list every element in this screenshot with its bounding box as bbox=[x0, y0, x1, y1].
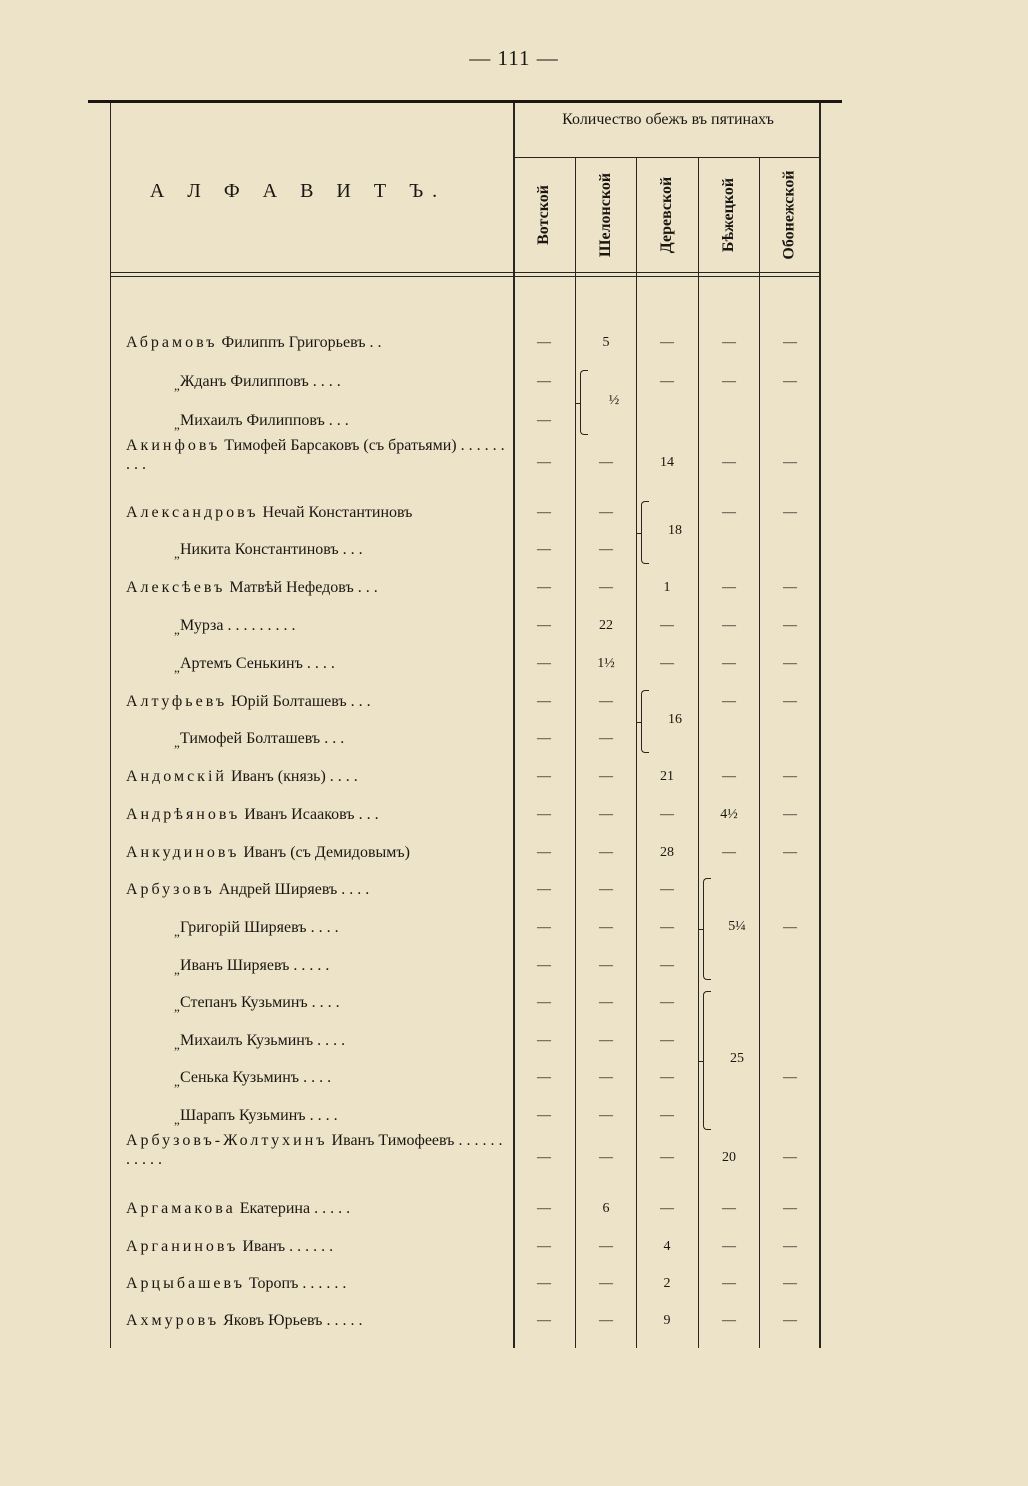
value-cell: — bbox=[783, 455, 797, 470]
value-cell: 28 bbox=[660, 845, 674, 860]
surname-spaced: Алексѣевъ bbox=[126, 579, 226, 596]
value-cell: — bbox=[537, 1313, 551, 1328]
surname-spaced: Арцыбашевъ bbox=[126, 1275, 245, 1292]
surname-spaced: Андрѣяновъ bbox=[126, 806, 241, 823]
value-cell: — bbox=[660, 1108, 674, 1123]
value-cell: 4 bbox=[663, 1239, 671, 1254]
entry-name bbox=[126, 692, 510, 711]
header-rule-2 bbox=[110, 276, 819, 277]
value-cell: 22 bbox=[599, 618, 613, 633]
value-cell: — bbox=[599, 958, 613, 973]
ditto-mark: „ bbox=[174, 962, 180, 977]
column-header-obonezhskoy: Обонежской bbox=[781, 170, 799, 260]
value-cell: — bbox=[722, 374, 736, 389]
value-cell: — bbox=[599, 694, 613, 709]
value-cell: — bbox=[722, 455, 736, 470]
value-cell: — bbox=[599, 920, 613, 935]
entry-name bbox=[126, 767, 510, 786]
value-cell: — bbox=[537, 882, 551, 897]
value-cell: — bbox=[783, 580, 797, 595]
value-cell: — bbox=[660, 656, 674, 671]
value-cell: — bbox=[660, 618, 674, 633]
value-cell: — bbox=[722, 335, 736, 350]
value-cell: — bbox=[783, 920, 797, 935]
entry-name bbox=[126, 1274, 510, 1293]
value-cell: — bbox=[722, 580, 736, 595]
value-cell: 2 bbox=[663, 1276, 671, 1291]
name-rest: Андрей Ширяевъ . . . . bbox=[214, 881, 370, 898]
value-cell: — bbox=[783, 1313, 797, 1328]
name-rest: Михаилъ Кузьминъ . . . . bbox=[180, 1032, 346, 1049]
ditto-mark: „ bbox=[174, 660, 180, 675]
entry-name bbox=[126, 843, 510, 862]
entry-name bbox=[126, 333, 510, 352]
value-cell: 14 bbox=[660, 455, 674, 470]
value-cell: — bbox=[537, 656, 551, 671]
value-cell: — bbox=[537, 455, 551, 470]
alphabet-table bbox=[88, 100, 842, 1348]
value-cell: — bbox=[599, 995, 613, 1010]
value-cell: — bbox=[537, 335, 551, 350]
value-cell: — bbox=[783, 1201, 797, 1216]
value-cell: — bbox=[537, 542, 551, 557]
name-rest: Торопъ . . . . . . bbox=[244, 1275, 347, 1292]
value-cell: 4½ bbox=[720, 807, 738, 822]
name-rest: Михаилъ Филипповъ . . . bbox=[180, 412, 349, 429]
value-cell: — bbox=[537, 580, 551, 595]
entry-name bbox=[126, 1311, 510, 1330]
value-cell: — bbox=[599, 1150, 613, 1165]
name-rest: Матвѣй Нефедовъ . . . bbox=[225, 579, 378, 596]
name-rest: Иванъ Ширяевъ . . . . . bbox=[180, 957, 330, 974]
value-cell: — bbox=[783, 845, 797, 860]
surname-spaced: Арганиновъ bbox=[126, 1238, 239, 1255]
value-cell: — bbox=[660, 1033, 674, 1048]
entry-name bbox=[180, 729, 510, 748]
value-cell: — bbox=[722, 618, 736, 633]
value-cell: — bbox=[537, 1108, 551, 1123]
value-cell: — bbox=[599, 505, 613, 520]
column-header-bezhetskoy: Бѣжецкой bbox=[720, 177, 737, 253]
entry-name bbox=[126, 503, 510, 522]
value-cell: — bbox=[783, 807, 797, 822]
value-cell: — bbox=[599, 1276, 613, 1291]
surname-spaced: Арбузовъ bbox=[126, 881, 215, 898]
column-header-votskoy: Вотской bbox=[535, 185, 552, 245]
value-cell: — bbox=[537, 807, 551, 822]
value-cell: 5 bbox=[602, 335, 610, 350]
surname-spaced: Алтуфьевъ bbox=[126, 693, 228, 710]
value-cell: — bbox=[783, 335, 797, 350]
value-cell: — bbox=[783, 618, 797, 633]
value-cell: 9 bbox=[663, 1313, 671, 1328]
value-cell: — bbox=[783, 1239, 797, 1254]
ditto-mark: „ bbox=[174, 1112, 180, 1127]
entry-name bbox=[126, 1237, 510, 1256]
value-cell: — bbox=[537, 769, 551, 784]
value-cell: — bbox=[660, 335, 674, 350]
entry-name bbox=[180, 654, 510, 673]
ditto-mark: „ bbox=[174, 735, 180, 750]
group-value: 18 bbox=[668, 522, 682, 538]
name-rest: Нечай Константиновъ bbox=[258, 504, 413, 521]
entry-name bbox=[126, 436, 510, 474]
value-cell: — bbox=[537, 1201, 551, 1216]
name-rest: Шарапъ Кузьминъ . . . . bbox=[180, 1107, 338, 1124]
entry-name bbox=[126, 1131, 510, 1169]
name-rest: Екатерина . . . . . bbox=[235, 1200, 351, 1217]
column-header-derevskoy: Деревской bbox=[658, 176, 675, 254]
entry-name bbox=[180, 918, 510, 937]
column-header-shelonskoy: Шелонской bbox=[597, 172, 615, 258]
surname-spaced: Абрамовъ bbox=[126, 334, 218, 351]
value-cell: — bbox=[537, 1070, 551, 1085]
value-cell: — bbox=[537, 1239, 551, 1254]
value-cell: — bbox=[599, 807, 613, 822]
entry-name bbox=[180, 411, 510, 430]
entry-name bbox=[126, 880, 510, 899]
entry-name bbox=[180, 372, 510, 391]
left-border bbox=[110, 103, 111, 1348]
name-rest: Жданъ Филипповъ . . . . bbox=[180, 373, 341, 390]
value-cell: — bbox=[660, 995, 674, 1010]
name-rest: Иванъ (князь) . . . . bbox=[226, 768, 358, 785]
entry-name bbox=[180, 1106, 510, 1125]
value-cell: 1½ bbox=[597, 656, 615, 671]
name-rest: Степанъ Кузьминъ . . . . bbox=[180, 994, 340, 1011]
value-cell: — bbox=[537, 374, 551, 389]
ditto-mark: „ bbox=[174, 924, 180, 939]
ditto-mark: „ bbox=[174, 1074, 180, 1089]
entry-name bbox=[180, 1068, 510, 1087]
value-cell: — bbox=[537, 958, 551, 973]
value-cell: — bbox=[660, 920, 674, 935]
value-cell: — bbox=[722, 1276, 736, 1291]
entry-name bbox=[180, 540, 510, 559]
value-cell: — bbox=[783, 656, 797, 671]
value-cell: — bbox=[660, 958, 674, 973]
name-rest: Артемъ Сенькинъ . . . . bbox=[180, 655, 335, 672]
name-rest: Никита Константиновъ . . . bbox=[180, 541, 363, 558]
name-rest: Сенька Кузьминъ . . . . bbox=[180, 1069, 332, 1086]
name-rest: Яковъ Юрьевъ . . . . . bbox=[219, 1312, 363, 1329]
value-cell: — bbox=[722, 694, 736, 709]
value-cell: — bbox=[660, 1150, 674, 1165]
value-cell: 6 bbox=[602, 1201, 610, 1216]
entry-name bbox=[180, 616, 510, 635]
surname-spaced: Александровъ bbox=[126, 504, 259, 521]
value-cell: — bbox=[722, 769, 736, 784]
value-cell: — bbox=[599, 1108, 613, 1123]
value-cell: — bbox=[783, 1070, 797, 1085]
value-cell: — bbox=[537, 1150, 551, 1165]
surname-spaced: Анкудиновъ bbox=[126, 844, 240, 861]
value-cell: — bbox=[722, 1313, 736, 1328]
value-cell: — bbox=[537, 995, 551, 1010]
surname-spaced: Арбузовъ-Жолтухинъ bbox=[126, 1132, 328, 1149]
value-cell: — bbox=[599, 731, 613, 746]
value-cell: — bbox=[599, 542, 613, 557]
surname-spaced: Андомскій bbox=[126, 768, 227, 785]
value-cell: — bbox=[722, 845, 736, 860]
value-cell: — bbox=[599, 1239, 613, 1254]
value-cell: — bbox=[783, 769, 797, 784]
value-cell: — bbox=[783, 374, 797, 389]
value-cell: 20 bbox=[722, 1150, 736, 1165]
name-rest: Иванъ Исааковъ . . . bbox=[240, 806, 379, 823]
value-cell: — bbox=[599, 580, 613, 595]
name-rest: Юрій Болташевъ . . . bbox=[227, 693, 371, 710]
name-rest: Мурза . . . . . . . . . bbox=[180, 617, 296, 634]
group-value: ½ bbox=[608, 392, 620, 408]
value-cell: — bbox=[660, 1201, 674, 1216]
surname-spaced: Ахмуровъ bbox=[126, 1312, 220, 1329]
value-cell: — bbox=[722, 1239, 736, 1254]
value-cell: — bbox=[660, 1070, 674, 1085]
value-cell: — bbox=[537, 1276, 551, 1291]
value-cell: — bbox=[599, 845, 613, 860]
name-rest: Тимофей Болташевъ . . . bbox=[180, 730, 345, 747]
name-rest: Иванъ (съ Демидовымъ) bbox=[239, 844, 410, 861]
ditto-mark: „ bbox=[174, 417, 180, 432]
quantity-title: Количество обежъ въ пятинахъ bbox=[562, 111, 774, 128]
value-cell: — bbox=[599, 1033, 613, 1048]
surname-spaced: Акинфовъ bbox=[126, 437, 221, 454]
page-number: — 111 — bbox=[469, 46, 559, 70]
entry-name bbox=[126, 1199, 510, 1218]
ditto-mark: „ bbox=[174, 378, 180, 393]
name-rest: Филиппъ Григорьевъ . . bbox=[217, 334, 382, 351]
alphabet-title: А Л Ф А В И Т Ъ. bbox=[149, 180, 447, 202]
value-cell: — bbox=[599, 882, 613, 897]
value-cell: — bbox=[537, 505, 551, 520]
entry-name bbox=[126, 578, 510, 597]
ditto-mark: „ bbox=[174, 999, 180, 1014]
entry-name bbox=[126, 805, 510, 824]
entry-name bbox=[180, 993, 510, 1012]
ditto-mark: „ bbox=[174, 622, 180, 637]
value-cell: — bbox=[537, 618, 551, 633]
ditto-mark: „ bbox=[174, 1037, 180, 1052]
ditto-mark: „ bbox=[174, 546, 180, 561]
value-cell: — bbox=[599, 455, 613, 470]
value-cell: — bbox=[599, 769, 613, 784]
header-rule-1 bbox=[110, 272, 819, 273]
value-cell: 21 bbox=[660, 769, 674, 784]
name-rest: Григорій Ширяевъ . . . . bbox=[180, 919, 339, 936]
subheader-rule bbox=[513, 157, 819, 158]
top-rule bbox=[88, 100, 842, 103]
value-cell: — bbox=[599, 1313, 613, 1328]
entry-name bbox=[180, 956, 510, 975]
entry-name bbox=[180, 1031, 510, 1050]
value-cell: — bbox=[722, 505, 736, 520]
value-cell: — bbox=[722, 1201, 736, 1216]
name-rest: Тимофей Барсаковъ (съ братьями) . . . . . . . . . bbox=[126, 437, 505, 473]
value-cell: — bbox=[783, 505, 797, 520]
value-cell: — bbox=[722, 656, 736, 671]
group-value: 25 bbox=[730, 1050, 744, 1066]
value-cell: — bbox=[783, 1150, 797, 1165]
value-cell: — bbox=[537, 1033, 551, 1048]
value-cell: — bbox=[599, 1070, 613, 1085]
value-cell: — bbox=[660, 807, 674, 822]
value-cell: — bbox=[660, 882, 674, 897]
value-cell: — bbox=[537, 920, 551, 935]
value-cell: — bbox=[660, 374, 674, 389]
name-rest: Иванъ . . . . . . bbox=[238, 1238, 334, 1255]
value-cell: — bbox=[783, 694, 797, 709]
surname-spaced: Аргамакова bbox=[126, 1200, 236, 1217]
value-cell: — bbox=[537, 694, 551, 709]
group-value: 16 bbox=[668, 711, 682, 727]
value-cell: — bbox=[783, 1276, 797, 1291]
value-cell: — bbox=[537, 731, 551, 746]
group-value: 5¼ bbox=[728, 919, 746, 934]
value-cell: — bbox=[537, 845, 551, 860]
value-cell: 1 bbox=[663, 580, 671, 595]
name-rest: Иванъ Тимофеевъ . . . . . . . . . . . bbox=[126, 1132, 503, 1168]
value-cell: — bbox=[537, 413, 551, 428]
